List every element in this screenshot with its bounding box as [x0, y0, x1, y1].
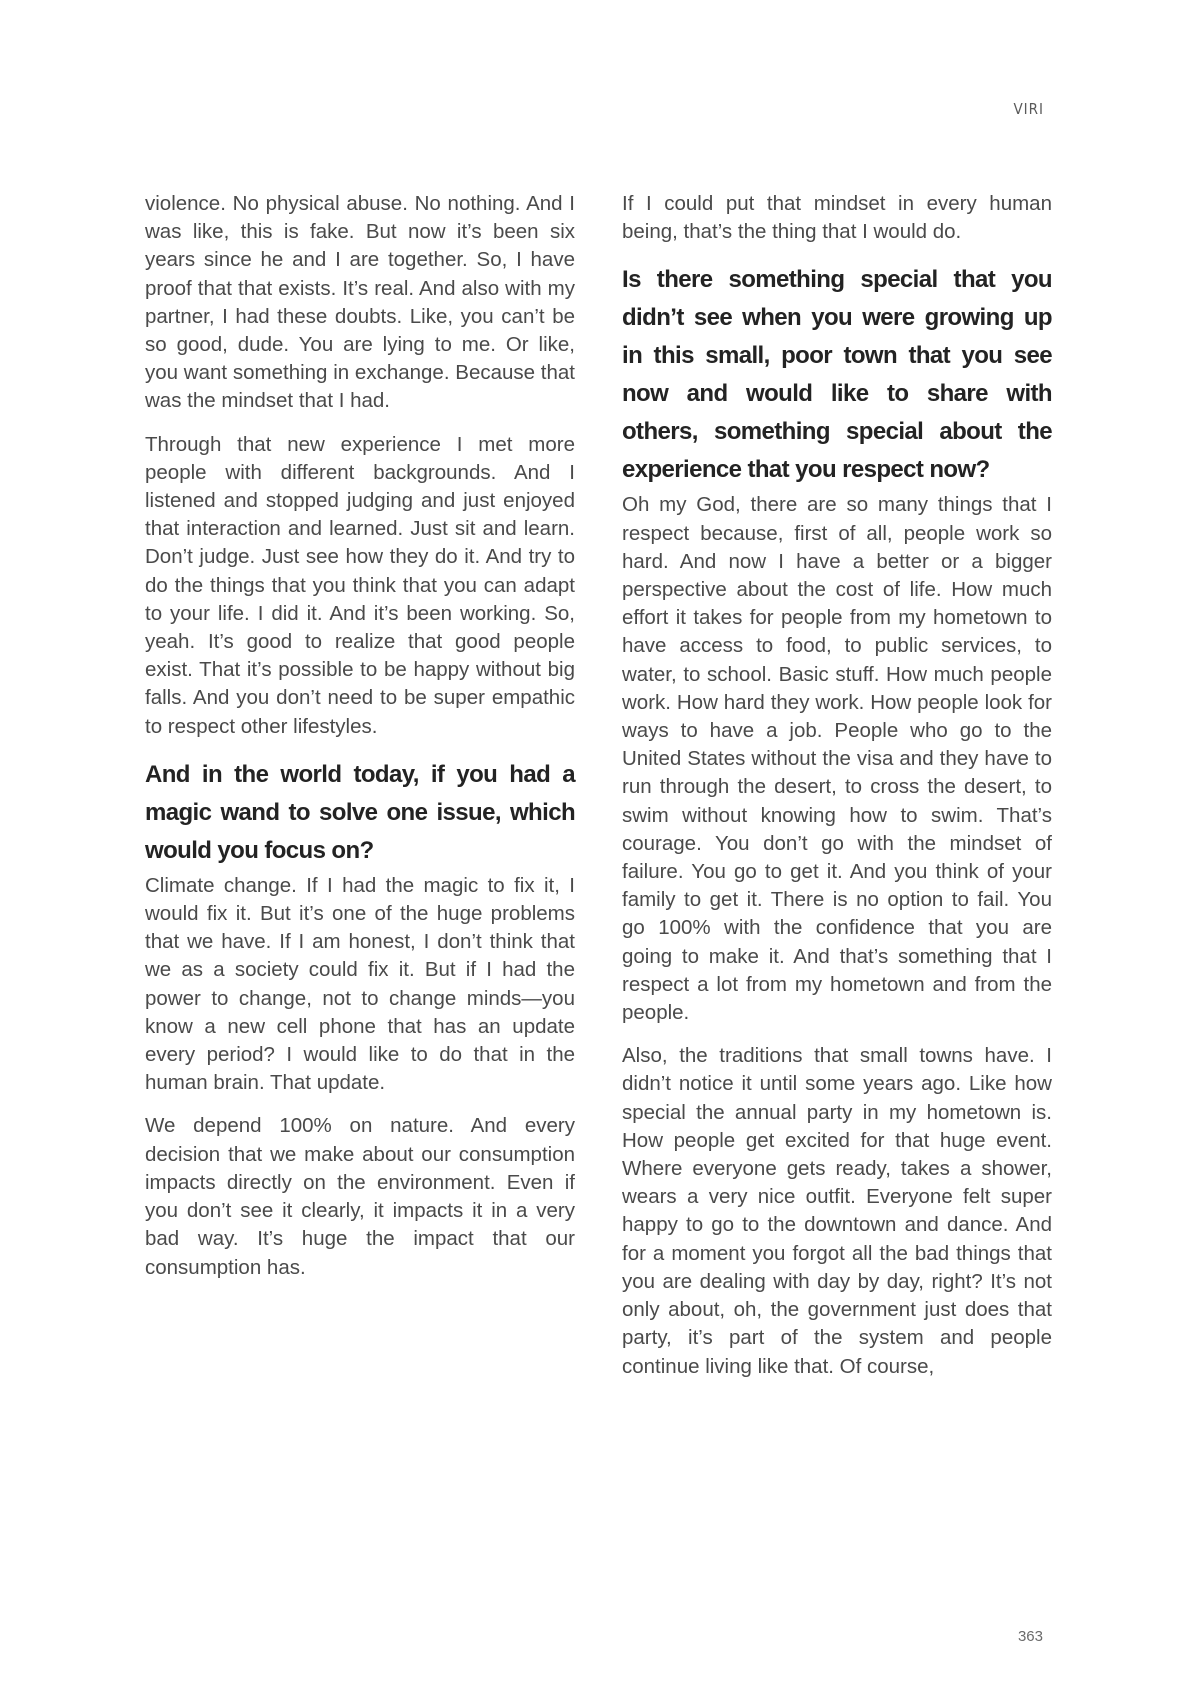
body-paragraph: If I could put that mindset in every human being, that’s the thing that I would do.: [622, 192, 1052, 244]
interview-question: Is there something special that you didn’t see when you were growing up in this small, poor town that you see now and would like to share with others, something special about the experience that you respect now?: [622, 266, 1052, 484]
body-paragraph: violence. No physical abuse. No nothing. And I was like, this is fake. But now it’s been six years since he and I are together. So, I have proof that that exists. It’s real. And also with my partner, I had these doubts. Like, you can’t be so good, dude. You are lying to me. Or like, you want something in exchange. Because that was the mindset that I had.: [145, 192, 575, 413]
body-paragraph: Through that new experience I met more people with different backgrounds. And I listened and stopped judging and just enjoyed that interaction and learned. Just sit and learn. Don’t judge. Just see how they do it. And try to do the things that you think that you can adapt to your life. I did it. And it’s been working. So, yeah. It’s good to realize that good people exist. That it’s possible to be happy without big falls. And you don’t need to be super empathic to respect other lifestyles.: [145, 432, 575, 738]
right-column: [622, 190, 1052, 1396]
left-column: [145, 190, 575, 1297]
body-paragraph: We depend 100% on nature. And every decision that we make about our consumption impacts directly on the environment. Even if you don’t see it clearly, it impacts it in a very bad way. It’s huge the impact that our consumption has.: [145, 1114, 575, 1279]
interview-question: And in the world today, if you had a magic wand to solve one issue, which would you focus on?: [145, 760, 575, 864]
body-paragraph: Oh my God, there are so many things that I respect because, first of all, people work so hard. And now I have a better or a bigger perspective about the cost of life. How much effort it takes for people from my hometown to have access to food, to public services, to water, to school. Basic stuff. How much people work. How hard they work. How people look for ways to have a job. People who go to the United States without the visa and they have to run through the desert, to cross the desert, to swim without knowing how to swim. That’s courage. You don’t go with the mindset of failure. You go to get it. And you think of your family to get it. There is no option to fail. You go 100% with the confidence that you are going to make it. And that’s something that I respect a lot from my hometown and from the people.: [622, 493, 1052, 1025]
body-paragraph: Also, the traditions that small towns have. I didn’t notice it until some years ago. Like how special the annual party in my hometown is. How people get excited for that huge event. Where everyone gets ready, takes a shower, wears a very nice outfit. Everyone felt super happy to go to the downtown and dance. And for a moment you forgot all the bad things that you are dealing with day by day, right? It’s not only about, oh, the government just does that party, it’s part of the system and people continue living like that. Of course,: [622, 1044, 1052, 1378]
page-number: 363: [1017, 1628, 1043, 1645]
body-paragraph: Climate change. If I had the magic to fix it, I would fix it. But it’s one of the huge problems that we have. If I am honest, I don’t think that we as a society could fix it. But if I had the power to change, not to change minds—you know a new cell phone that has an update every period? I would like to do that in the human brain. That update.: [145, 873, 575, 1095]
running-head: VIRI: [1013, 100, 1044, 118]
